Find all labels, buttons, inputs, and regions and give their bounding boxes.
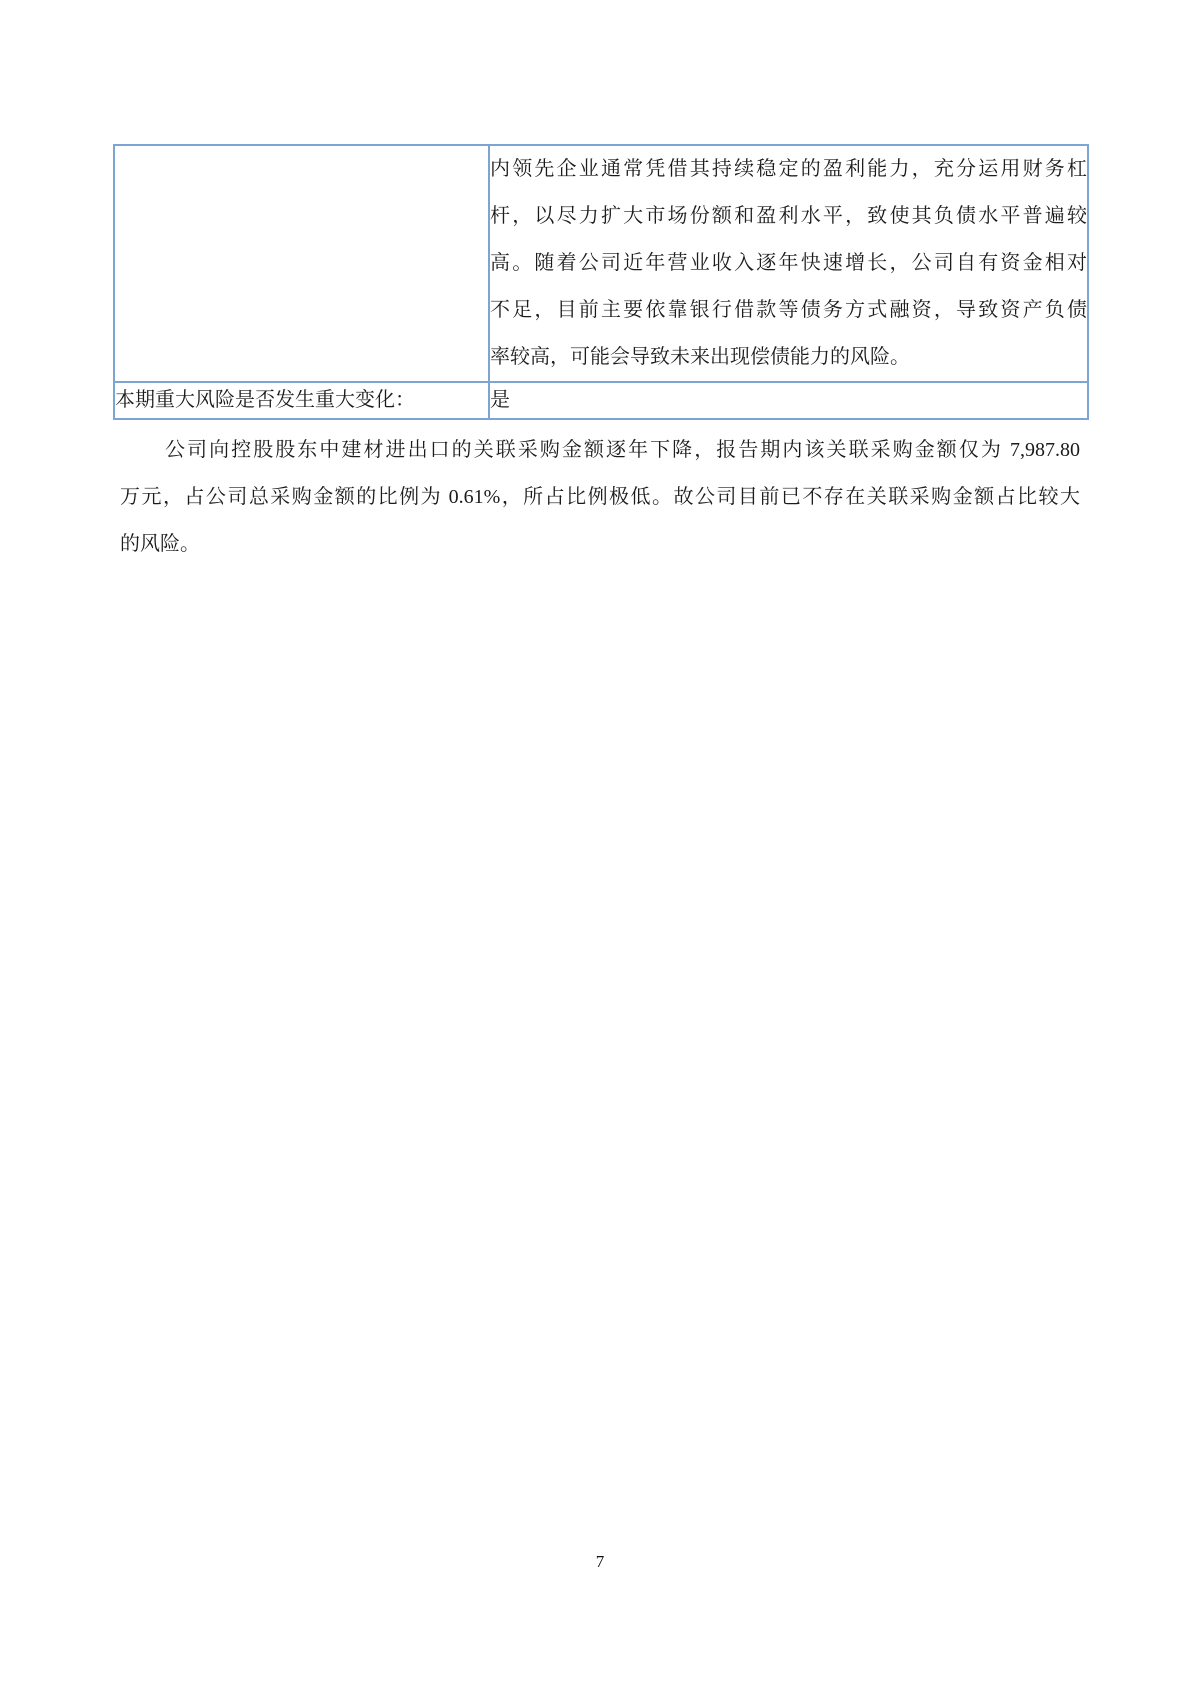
risk-description-line: 率较高，可能会导致未来出现偿债能力的风险。 bbox=[490, 346, 910, 368]
paragraph-line: 万元，占公司总采购金额的比例为 0.61%，所占比例极低。故公司目前已不存在关联采购金额占比较大 bbox=[120, 486, 1080, 508]
risk-label-cell-empty bbox=[114, 145, 489, 382]
risk-description-line: 不足，目前主要依靠银行借款等债务方式融资，导致资产负债 bbox=[490, 299, 1087, 321]
page-number: 7 bbox=[595, 1552, 605, 1571]
risk-description-line: 高。随着公司近年营业收入逐年快速增长，公司自有资金相对 bbox=[490, 252, 1087, 274]
risk-description-cell bbox=[489, 145, 1088, 382]
risk-change-label: 本期重大风险是否发生重大变化： bbox=[114, 382, 489, 419]
risk-description-row bbox=[114, 145, 1088, 382]
risk-description-line: 内领先企业通常凭借其持续稳定的盈利能力，充分运用财务杠 bbox=[490, 158, 1087, 180]
related-purchase-paragraph bbox=[120, 427, 1080, 568]
risk-description-line: 杆，以尽力扩大市场份额和盈利水平，致使其负债水平普遍较 bbox=[490, 205, 1087, 227]
risk-change-row bbox=[114, 382, 1088, 419]
risk-change-value: 是 bbox=[489, 382, 1088, 419]
paragraph-line: 的风险。 bbox=[120, 533, 200, 555]
risk-table bbox=[113, 144, 1089, 420]
paragraph-line: 公司向控股股东中建材进出口的关联采购金额逐年下降，报告期内该关联采购金额仅为 7,987.80 bbox=[165, 439, 1080, 461]
